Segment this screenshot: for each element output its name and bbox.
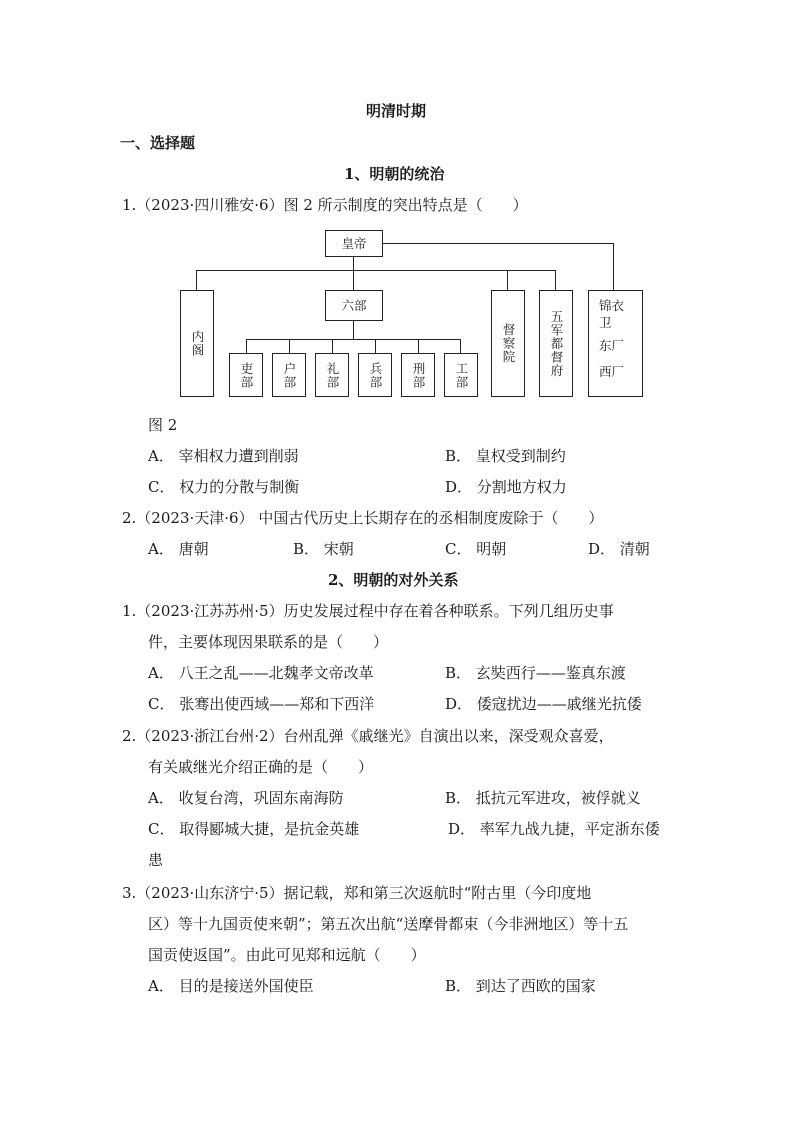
option-a: A． 收复台湾，巩固东南海防	[148, 789, 344, 807]
option-d: D． 率军九战九捷，平定浙东倭	[448, 820, 660, 838]
option-a: A． 八王之乱——北魏孝文帝改革	[148, 664, 374, 682]
six-ministries-label: 六部	[341, 297, 367, 313]
ministry-label: 工部	[454, 361, 469, 389]
ministry-box-personnel	[229, 353, 263, 397]
option-b: B． 玄奘西行——鉴真东渡	[445, 664, 626, 682]
connector-line	[196, 270, 197, 290]
option-c: C． 权力的分散与制衡	[148, 478, 300, 496]
connector-line	[382, 243, 614, 244]
secret-police-label: 东厂	[599, 338, 625, 353]
question-stem-continued: 件，主要体现因果联系的是（ ）	[148, 633, 389, 651]
option-b: B． 到达了西欧的国家	[445, 977, 596, 995]
option-c: C． 张骞出使西域——郑和下西洋	[148, 695, 375, 713]
connector-line	[332, 339, 333, 353]
option-a: A． 宰相权力遭到削弱	[148, 447, 299, 465]
option-d: D． 倭寇扰边——戚继光抗倭	[445, 695, 642, 713]
connector-line	[507, 270, 508, 290]
ministry-label: 吏部	[239, 361, 254, 389]
secret-police-label: 西厂	[599, 364, 625, 379]
option-a: A． 目的是接送外国使臣	[148, 977, 314, 995]
ministry-box-revenue	[272, 353, 306, 397]
ministry-label: 礼部	[325, 361, 340, 389]
cabinet-label: 内阁	[190, 330, 205, 357]
option-d-continued: 患	[148, 851, 164, 869]
connector-line	[460, 339, 461, 353]
ministry-label: 兵部	[368, 361, 383, 389]
connector-line	[353, 270, 354, 290]
cabinet-box	[180, 290, 214, 397]
censorate-label: 督察院	[501, 323, 516, 364]
censorate-box	[491, 290, 525, 397]
question-stem-continued: 有关戚继光介绍正确的是（ ）	[148, 758, 374, 776]
six-ministries-box	[325, 290, 383, 321]
connector-line	[353, 256, 354, 270]
military-commission-box	[539, 290, 573, 397]
option-c: C． 明朝	[445, 540, 507, 558]
secret-police-box	[588, 290, 643, 397]
subsection-heading-2: 2、明朝的对外关系	[328, 571, 459, 589]
figure-caption: 图 2	[148, 416, 178, 434]
org-chart-diagram	[150, 225, 660, 410]
question-stem: 2.（2023·浙江台州·2）台州乱弹《戚继光》自演出以来，深受观众喜爱，	[122, 727, 614, 745]
connector-line	[613, 243, 614, 290]
connector-line	[353, 321, 354, 339]
secret-police-label: 锦衣卫	[599, 298, 625, 330]
ministry-label: 刑部	[411, 361, 426, 389]
ministry-box-works	[444, 353, 478, 397]
subsection-heading-1: 1、明朝的统治	[344, 165, 445, 183]
question-stem: 1.（2023·江苏苏州·5）历史发展过程中存在着各种联系。下列几组历史事	[122, 602, 614, 620]
section-heading: 一、选择题	[120, 134, 196, 152]
connector-line	[246, 339, 247, 353]
connector-line	[196, 270, 556, 271]
question-stem-continued: 国贡使返国”。由此可见郑和远航（ ）	[148, 946, 426, 964]
emperor-label: 皇帝	[341, 235, 367, 251]
ministry-box-war	[358, 353, 392, 397]
connector-line	[418, 339, 419, 353]
question-stem: 3.（2023·山东济宁·5）据记载，郑和第三次返航时“附古里（今印度地	[122, 884, 592, 902]
question-stem-continued: 区）等十九国贡使来朝”；第五次出航“送摩骨都束（今非洲地区）等十五	[148, 915, 629, 933]
connector-line	[375, 339, 376, 353]
ministry-box-justice	[401, 353, 435, 397]
ministry-box-rites	[315, 353, 349, 397]
emperor-box	[325, 230, 383, 257]
option-d: D． 分割地方权力	[445, 478, 567, 496]
question-stem: 1.（2023·四川雅安·6）图 2 所示制度的突出特点是（ ）	[122, 196, 528, 214]
option-b: B． 抵抗元军进攻，被俘就义	[445, 789, 641, 807]
military-commission-label: 五军都督府	[549, 309, 564, 378]
question-stem: 2.（2023·天津·6） 中国古代历史上长期存在的丞相制度废除于（ ）	[122, 509, 604, 527]
option-b: B． 宋朝	[293, 540, 354, 558]
connector-line	[246, 339, 460, 340]
option-a: A． 唐朝	[148, 540, 209, 558]
option-d: D． 清朝	[588, 540, 650, 558]
connector-line	[555, 270, 556, 290]
option-c: C． 取得郾城大捷，是抗金英雄	[148, 820, 360, 838]
ministry-label: 户部	[282, 361, 297, 389]
option-b: B． 皇权受到制约	[445, 447, 566, 465]
connector-line	[289, 339, 290, 353]
page-title: 明清时期	[366, 102, 427, 120]
